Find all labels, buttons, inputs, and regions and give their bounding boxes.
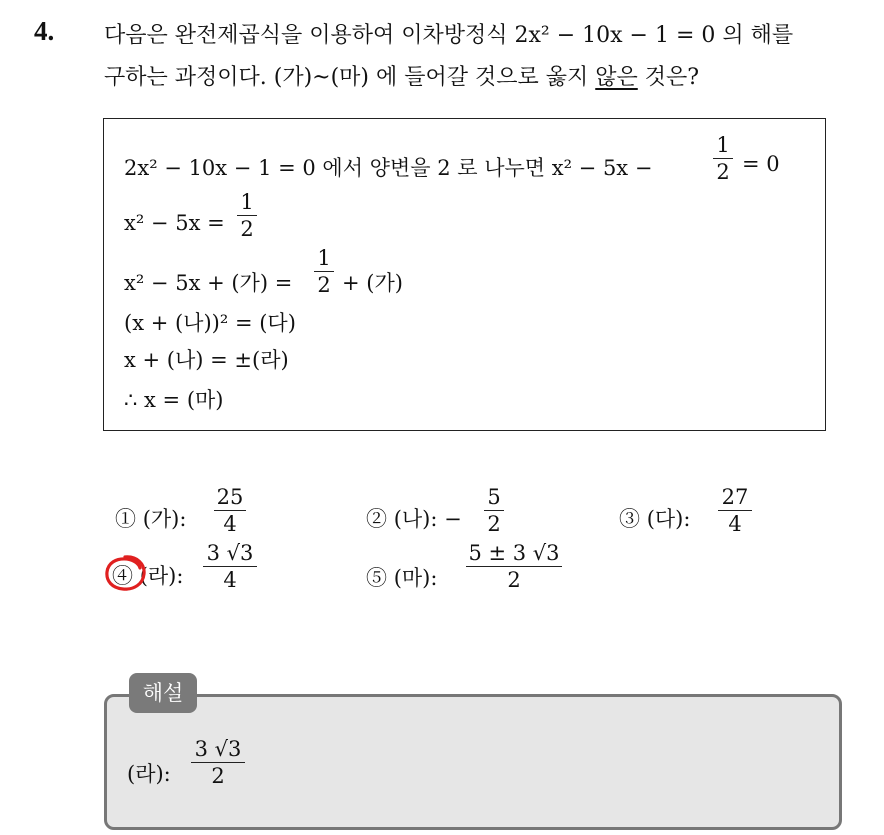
option-marker: ① (115, 507, 136, 531)
explanation-label: (라): (127, 762, 171, 786)
option-5-fraction (466, 541, 562, 592)
question-text-part: 구하는 과정이다. (가)~(마) 에 들어갈 것으로 옳지 (104, 65, 596, 90)
option-label: (마): (393, 566, 438, 590)
option-marker: ⑤ (366, 566, 387, 590)
option-1-fraction (214, 485, 246, 536)
option-3-fraction (718, 485, 752, 536)
process-step-1: 2x² − 10x − 1 = 0 에서 양변을 2 로 나누면 x² − 5x − (124, 156, 653, 180)
process-step-3-right: + (가) (342, 271, 403, 295)
question-number: 4. (34, 16, 55, 46)
option-prefix: − (444, 507, 462, 531)
fraction-denominator: 4 (223, 512, 237, 536)
process-step-5: x + (나) = ±(라) (124, 348, 289, 372)
option-2[interactable] (366, 503, 462, 533)
process-step-2: x² − 5x = (124, 211, 225, 235)
fraction-denominator: 4 (728, 512, 742, 536)
option-5[interactable] (366, 562, 437, 592)
fraction-numerator: 1 (240, 190, 254, 214)
fraction-bar (713, 158, 733, 159)
explanation-fraction (191, 737, 245, 788)
option-marker: ④ (112, 564, 133, 588)
process-step-1-fraction (713, 133, 733, 184)
option-4-fraction (203, 541, 257, 592)
process-step-3-fraction (314, 246, 334, 297)
option-label: (가): (142, 507, 187, 531)
fraction-denominator: 4 (223, 568, 237, 592)
fraction-numerator: 3 √3 (194, 737, 242, 761)
option-label: (나): (393, 507, 438, 531)
fraction-denominator: 2 (716, 160, 730, 184)
fraction-bar (214, 510, 246, 511)
fraction-numerator: 5 ± 3 √3 (468, 541, 560, 565)
fraction-denominator: 2 (240, 217, 254, 241)
question-text-line2 (104, 60, 699, 91)
fraction-bar (466, 566, 562, 567)
fraction-denominator: 2 (211, 764, 225, 788)
fraction-bar (314, 271, 334, 272)
question-text-part: 것은? (637, 65, 700, 90)
option-marker: ③ (619, 507, 640, 531)
process-step-3: x² − 5x + (가) = (124, 271, 293, 295)
option-label: (다): (646, 507, 691, 531)
fraction-numerator: 1 (317, 246, 331, 270)
fraction-denominator: 2 (317, 273, 331, 297)
fraction-numerator: 27 (721, 485, 749, 509)
fraction-bar (718, 510, 752, 511)
process-step-4: (x + (나))² = (다) (124, 311, 296, 335)
fraction-numerator: 3 √3 (206, 541, 254, 565)
question-text-line1: 다음은 완전제곱식을 이용하여 이차방정식 2x² − 10x − 1 = 0 의 해를 (104, 23, 794, 48)
fraction-bar (237, 215, 257, 216)
fraction-denominator: 2 (487, 512, 501, 536)
selected-answer-circle (103, 553, 147, 593)
underlined-word: 않은 (595, 65, 638, 90)
fraction-numerator: 5 (487, 485, 501, 509)
explanation-tag: 해설 (129, 673, 197, 713)
option-1[interactable] (115, 503, 186, 533)
process-step-6: ∴ x = (마) (124, 388, 224, 412)
fraction-numerator: 25 (216, 485, 244, 509)
process-step-1-right: = 0 (742, 152, 780, 176)
process-step-2-fraction (237, 190, 257, 241)
option-2-fraction (484, 485, 504, 536)
fraction-denominator: 2 (507, 568, 521, 592)
fraction-bar (203, 566, 257, 567)
fraction-bar (484, 510, 504, 511)
fraction-bar (191, 762, 245, 763)
option-marker: ② (366, 507, 387, 531)
option-label: (라): (139, 564, 184, 588)
fraction-numerator: 1 (716, 133, 730, 157)
option-3[interactable] (619, 503, 690, 533)
